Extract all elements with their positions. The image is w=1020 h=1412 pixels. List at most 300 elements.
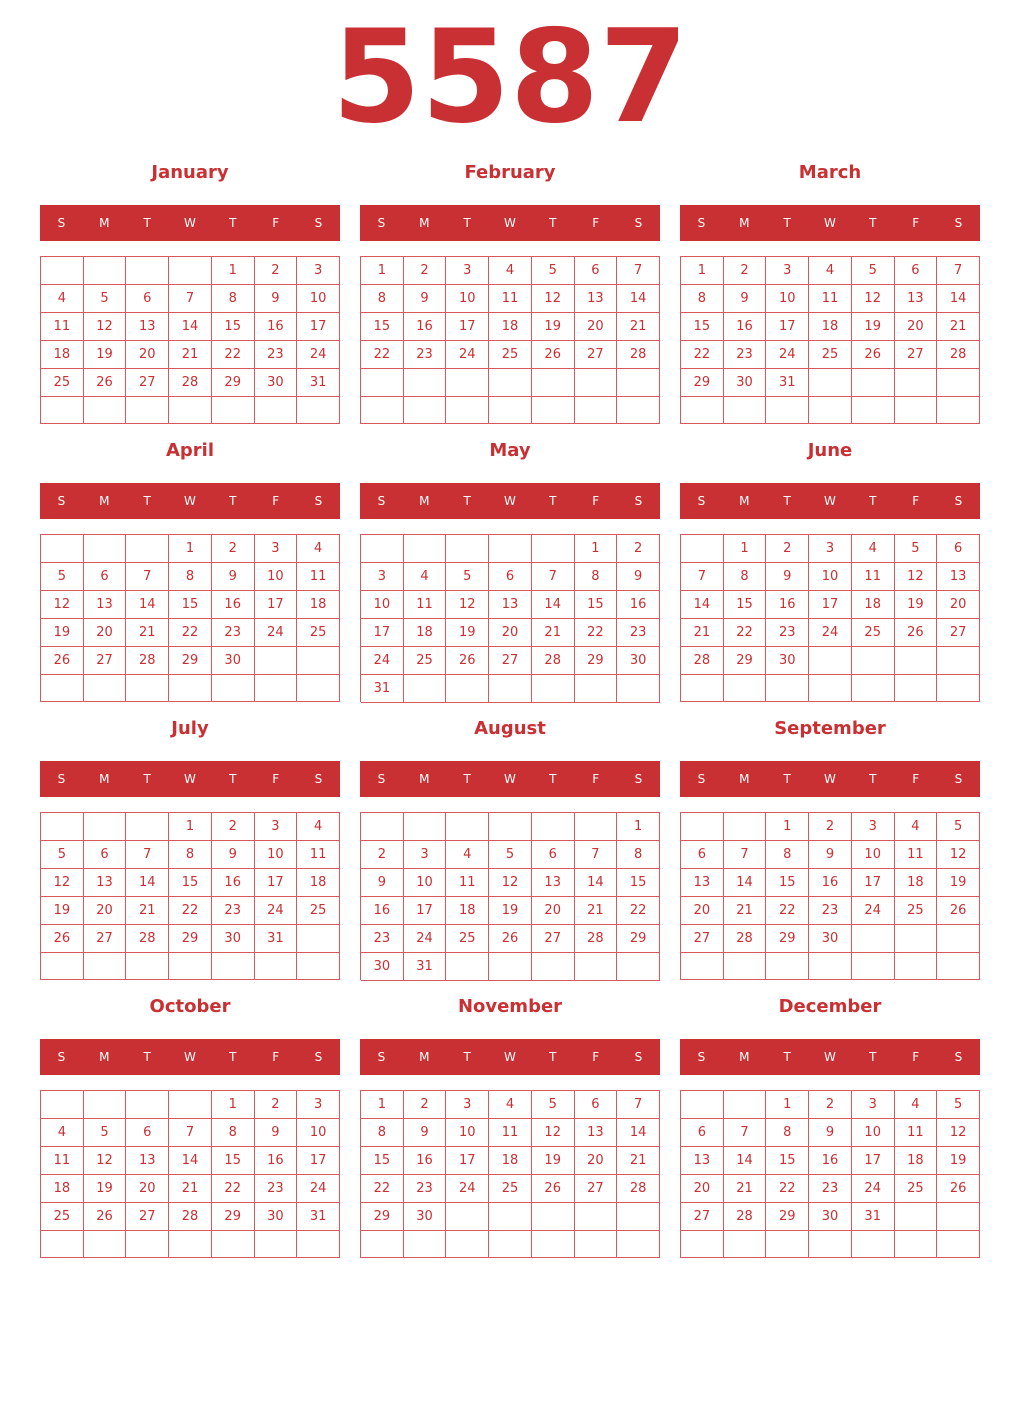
weekday-label: W xyxy=(824,216,836,230)
day-cell: 22 xyxy=(212,1175,255,1203)
day-cell: 5 xyxy=(937,813,980,841)
weekday-label: S xyxy=(954,216,963,230)
weekday-header xyxy=(360,1039,660,1075)
day-cell: 26 xyxy=(446,647,489,675)
day-cell: 20 xyxy=(895,313,938,341)
weekday-label: M xyxy=(99,494,110,508)
day-cell: 30 xyxy=(724,369,767,397)
day-cell: 25 xyxy=(809,341,852,369)
day-cell: 10 xyxy=(766,285,809,313)
day-cell: 18 xyxy=(297,591,340,619)
day-cell: 15 xyxy=(361,313,404,341)
day-cell: 26 xyxy=(84,1203,127,1231)
day-cell: 25 xyxy=(297,619,340,647)
day-cell: 3 xyxy=(255,813,298,841)
day-cell: 1 xyxy=(617,813,660,841)
empty-cell xyxy=(809,1231,852,1258)
day-grid xyxy=(680,534,980,702)
weekday-label: W xyxy=(824,772,836,786)
day-cell: 12 xyxy=(84,313,127,341)
day-cell: 23 xyxy=(212,897,255,925)
empty-cell xyxy=(361,369,404,397)
day-cell: 18 xyxy=(895,869,938,897)
empty-cell xyxy=(489,1203,532,1231)
weekday-label: F xyxy=(592,216,600,230)
day-cell: 19 xyxy=(489,897,532,925)
weekday-label: W xyxy=(504,1050,516,1064)
day-cell: 11 xyxy=(895,1119,938,1147)
day-cell: 16 xyxy=(212,869,255,897)
day-cell: 13 xyxy=(681,869,724,897)
weekday-label: S xyxy=(57,216,66,230)
empty-cell xyxy=(84,953,127,980)
day-cell: 7 xyxy=(617,257,660,285)
empty-cell xyxy=(404,675,447,703)
day-cell: 2 xyxy=(809,1091,852,1119)
empty-cell xyxy=(297,675,340,702)
empty-cell xyxy=(41,257,84,285)
empty-cell xyxy=(446,369,489,397)
empty-cell xyxy=(681,397,724,424)
empty-cell xyxy=(255,1231,298,1258)
day-cell: 9 xyxy=(404,285,447,313)
day-grid xyxy=(360,812,660,980)
empty-cell xyxy=(41,535,84,563)
empty-cell xyxy=(724,1231,767,1258)
day-cell: 16 xyxy=(617,591,660,619)
day-cell: 24 xyxy=(361,647,404,675)
day-cell: 4 xyxy=(809,257,852,285)
day-cell: 15 xyxy=(575,591,618,619)
day-cell: 20 xyxy=(575,1147,618,1175)
day-cell: 12 xyxy=(937,1119,980,1147)
empty-cell xyxy=(724,397,767,424)
day-cell: 21 xyxy=(532,619,575,647)
day-cell: 5 xyxy=(41,563,84,591)
day-cell: 15 xyxy=(361,1147,404,1175)
day-cell: 6 xyxy=(937,535,980,563)
day-cell: 28 xyxy=(126,925,169,953)
day-cell: 26 xyxy=(41,925,84,953)
empty-cell xyxy=(617,369,660,397)
empty-cell xyxy=(41,1091,84,1119)
month-name: December xyxy=(778,996,882,1017)
day-cell: 25 xyxy=(41,369,84,397)
empty-cell xyxy=(126,257,169,285)
day-cell: 17 xyxy=(255,591,298,619)
weekday-header xyxy=(360,761,660,797)
empty-cell xyxy=(169,675,212,702)
day-cell: 26 xyxy=(41,647,84,675)
weekday-header xyxy=(680,761,980,797)
day-cell: 23 xyxy=(255,341,298,369)
day-cell: 27 xyxy=(126,369,169,397)
day-cell: 8 xyxy=(361,285,404,313)
day-cell: 29 xyxy=(575,647,618,675)
empty-cell xyxy=(446,953,489,981)
day-cell: 9 xyxy=(212,841,255,869)
empty-cell xyxy=(532,1203,575,1231)
day-cell: 30 xyxy=(404,1203,447,1231)
weekday-label: S xyxy=(634,494,643,508)
weekday-label: M xyxy=(739,772,750,786)
day-cell: 2 xyxy=(724,257,767,285)
day-cell: 31 xyxy=(255,925,298,953)
day-cell: 3 xyxy=(766,257,809,285)
empty-cell xyxy=(852,953,895,980)
day-cell: 24 xyxy=(297,341,340,369)
weekday-label: T xyxy=(143,216,151,230)
day-cell: 22 xyxy=(361,1175,404,1203)
empty-cell xyxy=(169,257,212,285)
day-cell: 4 xyxy=(489,257,532,285)
day-cell: 9 xyxy=(255,285,298,313)
weekday-header xyxy=(680,483,980,519)
day-cell: 2 xyxy=(212,535,255,563)
empty-cell xyxy=(297,1231,340,1258)
day-cell: 3 xyxy=(297,257,340,285)
weekday-label: T xyxy=(549,494,557,508)
day-cell: 11 xyxy=(41,1147,84,1175)
day-grid xyxy=(40,812,340,980)
day-cell: 29 xyxy=(766,925,809,953)
day-cell: 18 xyxy=(446,897,489,925)
day-cell: 11 xyxy=(489,285,532,313)
empty-cell xyxy=(895,953,938,980)
month-name: August xyxy=(474,718,546,739)
empty-cell xyxy=(766,953,809,980)
day-cell: 13 xyxy=(895,285,938,313)
empty-cell xyxy=(489,397,532,425)
weekday-label: W xyxy=(184,216,196,230)
day-cell: 6 xyxy=(895,257,938,285)
empty-cell xyxy=(575,397,618,425)
empty-cell xyxy=(84,675,127,702)
day-cell: 28 xyxy=(575,925,618,953)
day-cell: 3 xyxy=(361,563,404,591)
day-cell: 25 xyxy=(489,1175,532,1203)
day-cell: 6 xyxy=(532,841,575,869)
day-cell: 14 xyxy=(575,869,618,897)
day-cell: 25 xyxy=(297,897,340,925)
empty-cell xyxy=(84,1231,127,1258)
day-cell: 8 xyxy=(766,1119,809,1147)
weekday-label: T xyxy=(869,1050,877,1064)
day-cell: 27 xyxy=(84,647,127,675)
weekday-label: S xyxy=(377,494,386,508)
empty-cell xyxy=(532,369,575,397)
day-grid xyxy=(360,256,660,424)
weekday-label: S xyxy=(314,772,323,786)
empty-cell xyxy=(895,1203,938,1231)
day-cell: 18 xyxy=(852,591,895,619)
day-cell: 29 xyxy=(212,1203,255,1231)
weekday-label: W xyxy=(824,1050,836,1064)
empty-cell xyxy=(937,953,980,980)
day-cell: 17 xyxy=(255,869,298,897)
empty-cell xyxy=(617,397,660,425)
empty-cell xyxy=(404,813,447,841)
weekday-label: W xyxy=(184,494,196,508)
day-grid xyxy=(680,812,980,980)
day-cell: 9 xyxy=(404,1119,447,1147)
day-cell: 5 xyxy=(937,1091,980,1119)
empty-cell xyxy=(489,1231,532,1258)
day-cell: 10 xyxy=(852,1119,895,1147)
day-cell: 8 xyxy=(212,285,255,313)
day-cell: 18 xyxy=(404,619,447,647)
empty-cell xyxy=(41,1231,84,1258)
empty-cell xyxy=(212,1231,255,1258)
empty-cell xyxy=(895,397,938,424)
day-cell: 8 xyxy=(169,841,212,869)
day-cell: 22 xyxy=(681,341,724,369)
weekday-label: M xyxy=(419,216,430,230)
weekday-label: T xyxy=(783,772,791,786)
empty-cell xyxy=(84,397,127,424)
day-cell: 31 xyxy=(766,369,809,397)
empty-cell xyxy=(84,813,127,841)
weekday-header xyxy=(360,205,660,241)
day-cell: 14 xyxy=(617,1119,660,1147)
day-cell: 2 xyxy=(361,841,404,869)
day-cell: 17 xyxy=(297,1147,340,1175)
day-cell: 21 xyxy=(617,1147,660,1175)
day-cell: 29 xyxy=(724,647,767,675)
day-cell: 30 xyxy=(255,369,298,397)
day-grid xyxy=(680,1090,980,1258)
day-cell: 17 xyxy=(446,313,489,341)
day-cell: 3 xyxy=(809,535,852,563)
weekday-label: S xyxy=(954,494,963,508)
day-cell: 18 xyxy=(489,1147,532,1175)
day-cell: 31 xyxy=(297,369,340,397)
month-name: November xyxy=(457,996,563,1017)
empty-cell xyxy=(297,953,340,980)
day-cell: 28 xyxy=(617,1175,660,1203)
weekday-label: S xyxy=(314,216,323,230)
day-cell: 20 xyxy=(84,897,127,925)
day-cell: 30 xyxy=(766,647,809,675)
month-name: March xyxy=(798,162,862,183)
weekday-header xyxy=(40,1039,340,1075)
empty-cell xyxy=(724,813,767,841)
empty-cell xyxy=(809,647,852,675)
weekday-label: S xyxy=(377,216,386,230)
empty-cell xyxy=(126,1091,169,1119)
weekday-label: W xyxy=(824,494,836,508)
weekday-label: T xyxy=(143,494,151,508)
day-cell: 27 xyxy=(575,341,618,369)
empty-cell xyxy=(766,675,809,702)
day-cell: 16 xyxy=(255,1147,298,1175)
day-cell: 18 xyxy=(297,869,340,897)
weekday-label: S xyxy=(377,772,386,786)
weekday-label: T xyxy=(463,494,471,508)
day-cell: 28 xyxy=(724,925,767,953)
day-cell: 3 xyxy=(297,1091,340,1119)
empty-cell xyxy=(724,675,767,702)
weekday-label: M xyxy=(739,494,750,508)
day-cell: 27 xyxy=(489,647,532,675)
weekday-label: M xyxy=(99,1050,110,1064)
day-cell: 4 xyxy=(895,813,938,841)
empty-cell xyxy=(575,1231,618,1258)
day-cell: 19 xyxy=(895,591,938,619)
empty-cell xyxy=(84,1091,127,1119)
month-name: October xyxy=(149,996,231,1017)
day-cell: 19 xyxy=(446,619,489,647)
empty-cell xyxy=(255,397,298,424)
weekday-label: W xyxy=(184,772,196,786)
day-cell: 5 xyxy=(446,563,489,591)
day-cell: 6 xyxy=(126,285,169,313)
empty-cell xyxy=(724,953,767,980)
empty-cell xyxy=(84,535,127,563)
day-cell: 12 xyxy=(937,841,980,869)
day-cell: 16 xyxy=(404,1147,447,1175)
day-cell: 12 xyxy=(84,1147,127,1175)
day-cell: 12 xyxy=(41,591,84,619)
empty-cell xyxy=(84,257,127,285)
day-cell: 20 xyxy=(126,1175,169,1203)
day-cell: 7 xyxy=(617,1091,660,1119)
day-cell: 5 xyxy=(84,285,127,313)
empty-cell xyxy=(895,647,938,675)
day-cell: 23 xyxy=(809,1175,852,1203)
day-cell: 7 xyxy=(724,841,767,869)
day-cell: 20 xyxy=(681,897,724,925)
day-cell: 22 xyxy=(617,897,660,925)
day-cell: 1 xyxy=(575,535,618,563)
day-cell: 7 xyxy=(169,285,212,313)
day-cell: 5 xyxy=(852,257,895,285)
day-cell: 17 xyxy=(361,619,404,647)
day-cell: 29 xyxy=(766,1203,809,1231)
day-cell: 21 xyxy=(169,1175,212,1203)
empty-cell xyxy=(681,1091,724,1119)
day-cell: 13 xyxy=(126,1147,169,1175)
day-cell: 30 xyxy=(212,925,255,953)
weekday-label: T xyxy=(143,772,151,786)
day-cell: 30 xyxy=(809,1203,852,1231)
day-cell: 19 xyxy=(84,341,127,369)
empty-cell xyxy=(361,535,404,563)
empty-cell xyxy=(404,535,447,563)
day-grid xyxy=(360,1090,660,1258)
day-cell: 22 xyxy=(169,619,212,647)
empty-cell xyxy=(681,953,724,980)
day-cell: 16 xyxy=(809,1147,852,1175)
empty-cell xyxy=(169,1091,212,1119)
weekday-label: F xyxy=(912,216,920,230)
empty-cell xyxy=(852,1231,895,1258)
day-cell: 24 xyxy=(255,897,298,925)
day-cell: 18 xyxy=(809,313,852,341)
day-cell: 5 xyxy=(532,257,575,285)
day-cell: 12 xyxy=(446,591,489,619)
day-cell: 21 xyxy=(681,619,724,647)
day-cell: 27 xyxy=(532,925,575,953)
empty-cell xyxy=(489,813,532,841)
empty-cell xyxy=(41,397,84,424)
day-cell: 7 xyxy=(126,563,169,591)
day-cell: 18 xyxy=(489,313,532,341)
weekday-header xyxy=(680,1039,980,1075)
day-cell: 23 xyxy=(255,1175,298,1203)
day-cell: 8 xyxy=(681,285,724,313)
day-cell: 17 xyxy=(446,1147,489,1175)
day-cell: 14 xyxy=(724,1147,767,1175)
day-cell: 13 xyxy=(84,591,127,619)
day-cell: 6 xyxy=(681,841,724,869)
month-name: May xyxy=(489,440,531,461)
day-cell: 23 xyxy=(404,341,447,369)
day-cell: 9 xyxy=(724,285,767,313)
empty-cell xyxy=(575,1203,618,1231)
day-cell: 25 xyxy=(489,341,532,369)
weekday-label: M xyxy=(99,216,110,230)
day-cell: 9 xyxy=(809,1119,852,1147)
day-cell: 20 xyxy=(532,897,575,925)
day-cell: 11 xyxy=(809,285,852,313)
day-cell: 15 xyxy=(212,1147,255,1175)
day-cell: 20 xyxy=(126,341,169,369)
day-cell: 10 xyxy=(255,841,298,869)
day-cell: 26 xyxy=(489,925,532,953)
weekday-header xyxy=(360,483,660,519)
empty-cell xyxy=(446,813,489,841)
day-cell: 30 xyxy=(212,647,255,675)
day-cell: 23 xyxy=(766,619,809,647)
day-cell: 1 xyxy=(766,1091,809,1119)
weekday-label: T xyxy=(549,772,557,786)
empty-cell xyxy=(212,397,255,424)
month-name: January xyxy=(151,162,229,183)
day-cell: 27 xyxy=(681,925,724,953)
empty-cell xyxy=(809,953,852,980)
day-cell: 23 xyxy=(809,897,852,925)
day-cell: 7 xyxy=(724,1119,767,1147)
weekday-label: S xyxy=(634,1050,643,1064)
weekday-label: T xyxy=(869,772,877,786)
empty-cell xyxy=(575,369,618,397)
empty-cell xyxy=(724,1091,767,1119)
day-cell: 26 xyxy=(84,369,127,397)
weekday-label: S xyxy=(634,772,643,786)
empty-cell xyxy=(895,925,938,953)
empty-cell xyxy=(809,675,852,702)
empty-cell xyxy=(809,369,852,397)
day-cell: 28 xyxy=(532,647,575,675)
day-cell: 7 xyxy=(532,563,575,591)
day-cell: 19 xyxy=(41,897,84,925)
empty-cell xyxy=(446,535,489,563)
day-grid xyxy=(40,1090,340,1258)
day-cell: 30 xyxy=(617,647,660,675)
day-cell: 12 xyxy=(532,1119,575,1147)
empty-cell xyxy=(126,953,169,980)
day-cell: 29 xyxy=(169,647,212,675)
empty-cell xyxy=(852,647,895,675)
day-cell: 27 xyxy=(681,1203,724,1231)
day-cell: 1 xyxy=(212,1091,255,1119)
weekday-label: F xyxy=(912,772,920,786)
day-cell: 17 xyxy=(404,897,447,925)
day-cell: 24 xyxy=(809,619,852,647)
day-cell: 27 xyxy=(84,925,127,953)
day-cell: 26 xyxy=(532,1175,575,1203)
